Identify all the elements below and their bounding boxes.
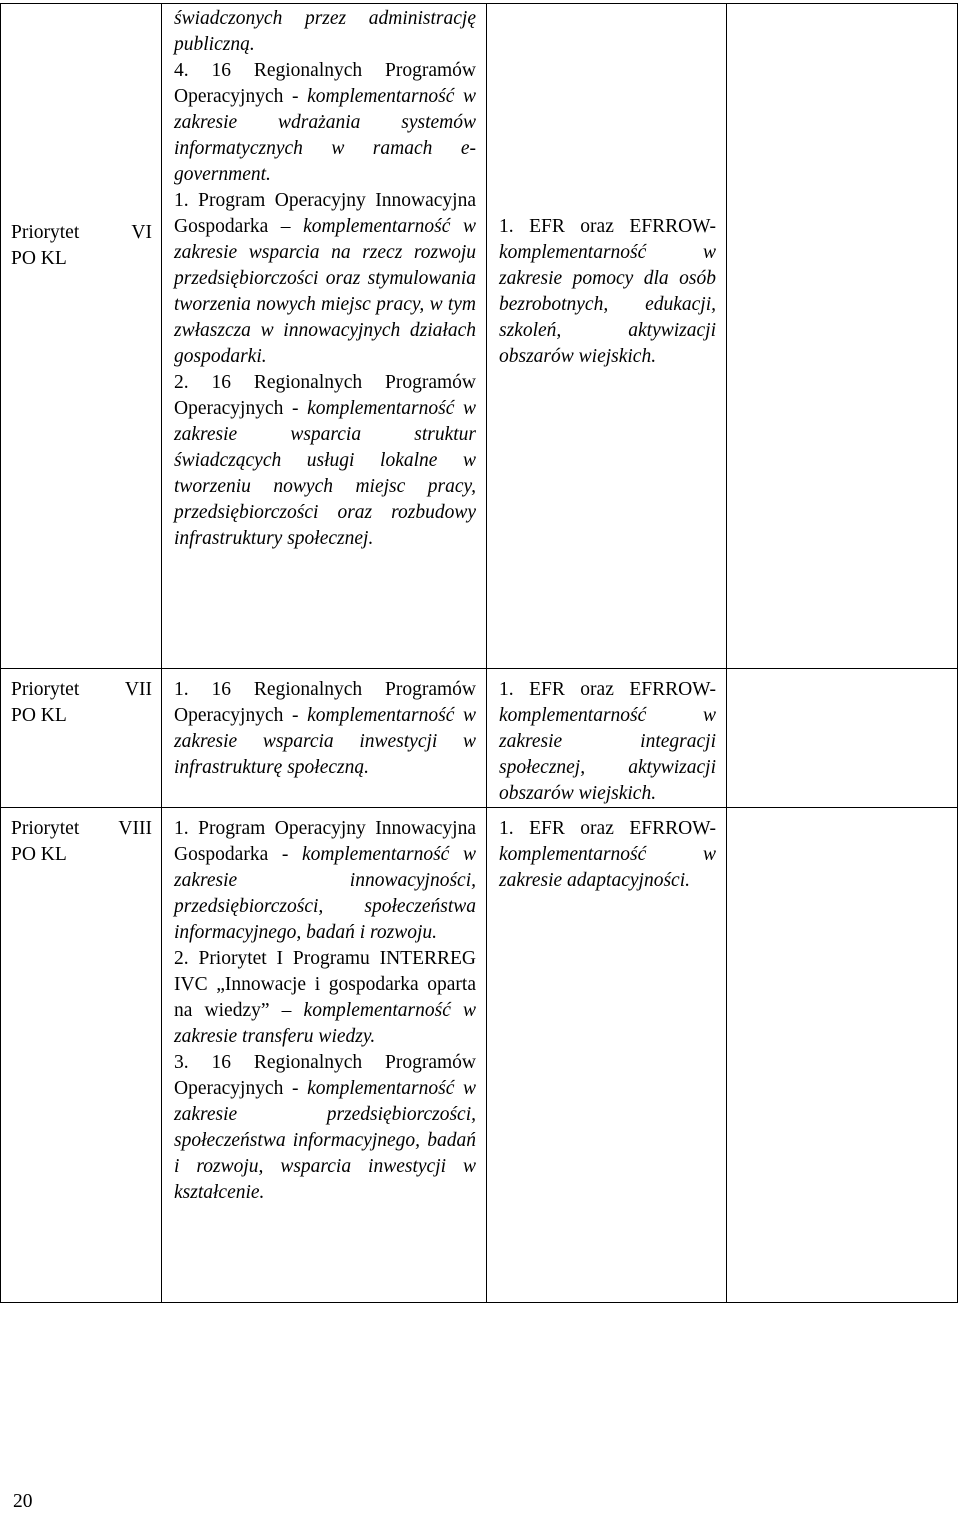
priority-label: Priorytet — [11, 818, 80, 839]
priorities-table — [0, 3, 958, 1303]
list-item: 4. 16 Regionalnych Programów Operacyjnych - komplementarność w zakresie wdrażania systemów informatycznych w ramach e-government. — [174, 60, 476, 185]
efr-label: 1. EFR oraz EFRROW- — [499, 818, 716, 839]
priority-program: PO KL — [11, 844, 67, 865]
list-item: 2. 16 Regionalnych Programów Operacyjnych - komplementarność w zakresie wsparcia struktur świadczących usługi lokalne w tworzeniu nowych miejsc pracy, przedsiębiorczości oraz rozbudowy infrastruktury społecznej. — [174, 372, 476, 549]
programs-cell — [162, 4, 487, 669]
priority-program: PO KL — [11, 248, 67, 269]
efr-description: komplementarność w zakresie integracji społecznej, aktywizacji obszarów wiejskich. — [499, 705, 716, 804]
efr-description: komplementarność w zakresie adaptacyjności. — [499, 844, 716, 891]
efr-description: komplementarność w zakresie pomocy dla osób bezrobotnych, edukacji, szkoleń, aktywizacji obszarów wiejskich. — [499, 242, 716, 367]
priority-label: Priorytet — [11, 222, 80, 243]
empty-cell — [727, 4, 958, 669]
programs-cell — [162, 808, 487, 1303]
efr-label: 1. EFR oraz EFRROW- — [499, 679, 716, 700]
continued-text: świadczonych przez administrację publiczną. — [174, 8, 476, 55]
efr-label: 1. EFR oraz EFRROW- — [499, 216, 716, 237]
table-row-priority-vii — [1, 669, 958, 808]
efr-cell — [487, 808, 727, 1303]
priority-program: PO KL — [11, 705, 67, 726]
programs-cell — [162, 669, 487, 808]
list-item: 1. Program Operacyjny Innowacyjna Gospodarka - komplementarność w zakresie innowacyjności, przedsiębiorczości, społeczeństwa informacyjnego, badań i rozwoju. — [174, 818, 476, 943]
table-row-priority-vi — [1, 4, 958, 669]
priority-cell — [1, 808, 162, 1303]
priority-roman: VIII — [118, 818, 152, 839]
empty-cell — [727, 669, 958, 808]
priority-roman: VII — [124, 679, 152, 700]
priority-cell — [1, 4, 162, 669]
priority-roman: VI — [131, 222, 152, 243]
efr-cell — [487, 669, 727, 808]
empty-cell — [727, 808, 958, 1303]
efr-cell — [487, 4, 727, 669]
list-item: 2. Priorytet I Programu INTERREG IVC „Innowacje i gospodarka oparta na wiedzy” – komplementarność w zakresie transferu wiedzy. — [174, 948, 477, 1047]
list-item: 3. 16 Regionalnych Programów Operacyjnych - komplementarność w zakresie przedsiębiorczości, społeczeństwa informacyjnego, badań i rozwoju, wsparcia inwestycji w kształcenie. — [174, 1052, 476, 1203]
priority-cell — [1, 669, 162, 808]
page-number: 20 — [13, 1491, 33, 1512]
list-item: 1. 16 Regionalnych Programów Operacyjnych - komplementarność w zakresie wsparcia inwestycji w infrastrukturę społeczną. — [174, 679, 476, 778]
priority-label: Priorytet — [11, 679, 80, 700]
table-row-priority-viii — [1, 808, 958, 1303]
list-item: 1. Program Operacyjny Innowacyjna Gospodarka – komplementarność w zakresie wsparcia na rzecz rozwoju przedsiębiorczości oraz stymulowania tworzenia nowych miejsc pracy, w tym zwłaszcza w innowacyjnych działach gospodarki. — [174, 190, 476, 367]
